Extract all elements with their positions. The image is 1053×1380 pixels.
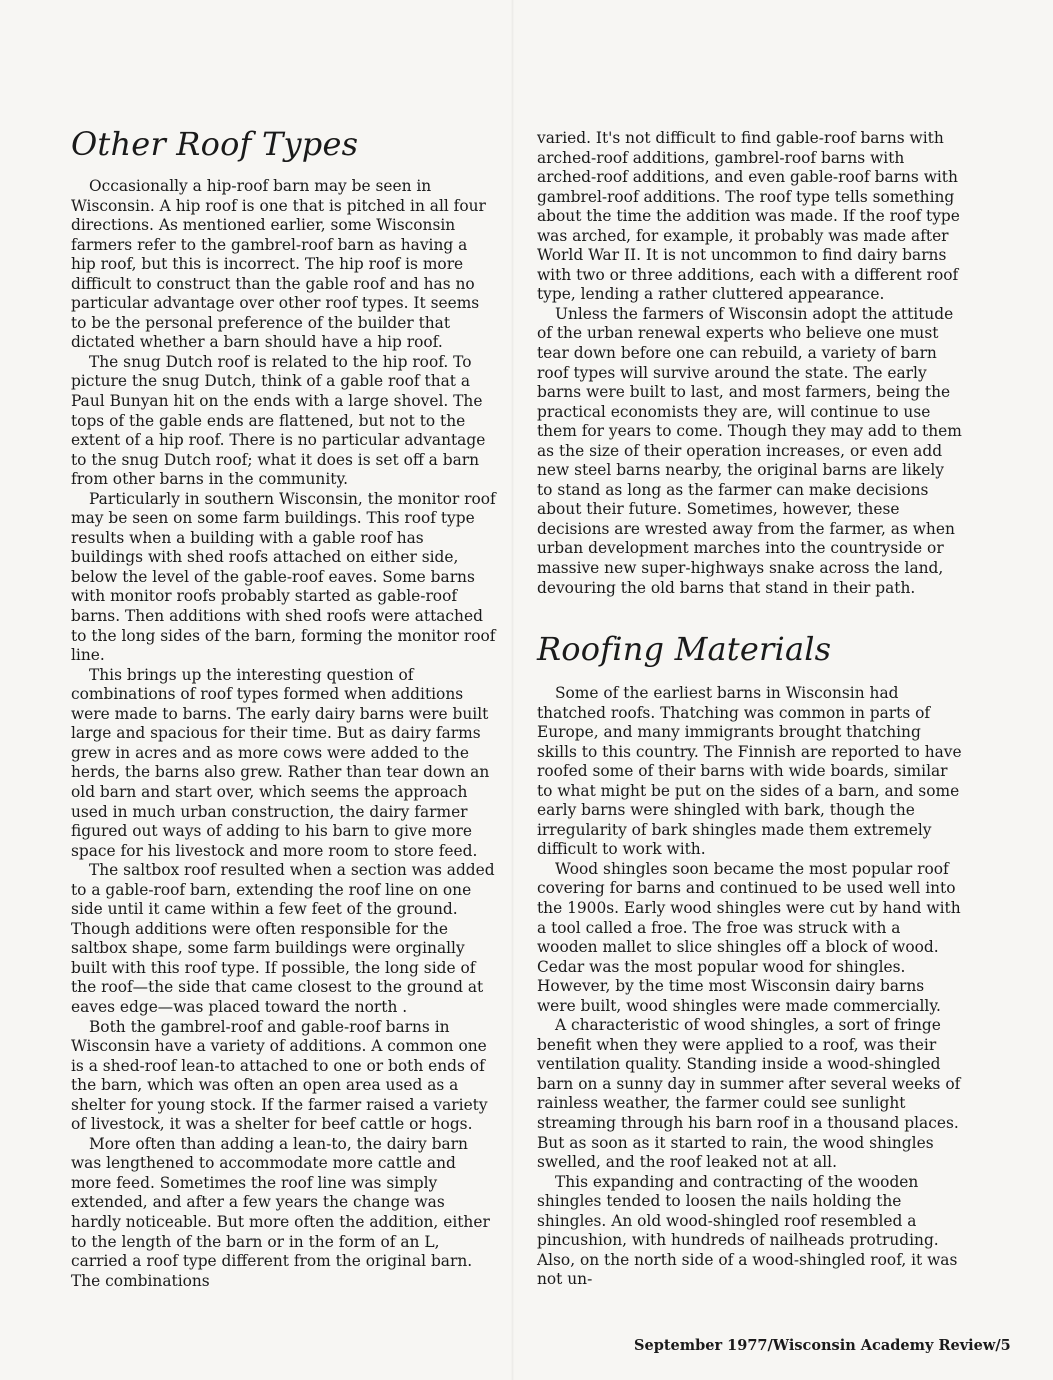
paragraph: More often than adding a lean-to, the dairy barn was lengthened to accommodate more cattle and more feed. Sometimes the roof line was simply extended, and after a few years the change was hardly noticeable. But more often the addition, either to the length of the barn or in the form of an L, carried a roof type different from the original barn. The combinations bbox=[71, 1134, 490, 1290]
paragraph: A characteristic of wood shingles, a sort of fringe benefit when they were applied to a roof, was their ventilation quality. Standing inside a wood-shingled barn on a sunny day in summer after several weeks of rainless weather, the farmer could see sunlight streaming through his barn roof in a thousand places. But as soon as it started to rain, the wood shingles swelled, and the roof leaked not at all. bbox=[537, 1016, 961, 1172]
paragraph: varied. It's not difficult to find gable-roof barns with arched-roof additions, gambrel-roof barns with arched-roof additions, and even gable-roof barns with gambrel-roof additions. The roof type tells something about the time the addition was made. If the roof type was arched, for example, it probably was made after World War II. It is not uncommon to find dairy barns with two or three additions, each with a different roof type, lending a rather cluttered appearance. bbox=[537, 129, 960, 304]
right-column-continued-text bbox=[537, 129, 964, 598]
right-column-body bbox=[537, 684, 964, 1290]
paragraph: Particularly in southern Wisconsin, the monitor roof may be seen on some farm buildings. This roof type results when a building with a gable roof has buildings with shed roofs attached on either side, below the level of the gable-roof eaves. Some barns with monitor roofs probably started as gable-roof barns. Then additions with shed roofs were attached to the long sides of the barn, forming the monitor roof line. bbox=[71, 489, 496, 665]
paragraph: Some of the earliest barns in Wisconsin had thatched roofs. Thatching was common in parts of Europe, and many immigrants brought thatching skills to this country. The Finnish are reported to have roofed some of their barns with wide boards, similar to what might be put on the sides of a barn, and some early barns were shingled with bark, though the irregularity of bark shingles made them extremely difficult to work with. bbox=[537, 684, 962, 859]
paragraph: This brings up the interesting question of combinations of roof types formed when additions were made to barns. The early dairy barns were built large and spacious for their time. But as dairy farms grew in acres and as more cows were added to the herds, the barns also grew. Rather than tear down an old barn and start over, which seems the approach used in much urban construction, the dairy farmer figured out ways of adding to his barn to give more space for his livestock and more room to store feed. bbox=[71, 665, 490, 860]
heading-roofing-materials: Roofing Materials bbox=[537, 630, 832, 668]
paragraph: Occasionally a hip-roof barn may be seen in Wisconsin. A hip roof is one that is pitched in all four directions. As mentioned earlier, some Wisconsin farmers refer to the gambrel-roof barn as having a hip roof, but this is incorrect. The hip roof is more difficult to construct than the gable roof and has no particular advantage over other roof types. It seems to be the personal preference of the builder that dictated whether a barn should have a hip roof. bbox=[71, 177, 486, 352]
paragraph: Wood shingles soon became the most popular roof covering for barns and continued to be used well into the 1900s. Early wood shingles were cut by hand with a tool called a froe. The froe was struck with a wooden mallet to slice shingles off a block of wood. Cedar was the most popular wood for shingles. However, by the time most Wisconsin dairy barns were built, wood shingles were made commercially. bbox=[537, 859, 961, 1015]
page-footer: September 1977/Wisconsin Academy Review/5 bbox=[634, 1337, 1011, 1354]
paragraph: This expanding and contracting of the wooden shingles tended to loosen the nails holding the shingles. An old wood-shingled roof resembled a pincushion, with hundreds of nailheads protruding. Also, on the north side of a wood-shingled roof, it was not un- bbox=[537, 1172, 958, 1289]
left-column-body bbox=[71, 177, 496, 1291]
paragraph: Both the gambrel-roof and gable-roof barns in Wisconsin have a variety of additions. A common one is a shed-roof lean-to attached to one or both ends of the barn, which was often an open area used as a shelter for young stock. If the farmer raised a variety of livestock, it was a shelter for beef cattle or hogs. bbox=[71, 1017, 488, 1134]
heading-other-roof-types: Other Roof Types bbox=[71, 125, 359, 163]
page-fold-shadow bbox=[511, 0, 514, 1380]
paragraph: Unless the farmers of Wisconsin adopt the attitude of the urban renewal experts who believe one must tear down before one can rebuild, a variety of barn roof types will survive around the state. The early barns were built to last, and most farmers, being the practical economists they are, will continue to use them for years to come. Though they may add to them as the size of their operation increases, or even add new steel barns nearby, the original barns are likely to stand as long as the farmer can make decisions about their future. Sometimes, however, these decisions are wrested away from the farmer, as when urban development marches into the countryside or massive new super-highways snake across the land, devouring the old barns that stand in their path. bbox=[537, 304, 962, 597]
paragraph: The snug Dutch roof is related to the hip roof. To picture the snug Dutch, think of a gable roof that a Paul Bunyan hit on the ends with a large shovel. The tops of the gable ends are flattened, but not to the extent of a hip roof. There is no particular advantage to the snug Dutch roof; what it does is set off a barn from other barns in the community. bbox=[71, 352, 486, 489]
paragraph: The saltbox roof resulted when a section was added to a gable-roof barn, extending the roof line on one side until it came within a few feet of the ground. Though additions were often responsible for the saltbox shape, some farm buildings were orginally built with this roof type. If possible, the long side of the roof—the side that came closest to the ground at eaves edge—was placed toward the north . bbox=[71, 861, 495, 1016]
